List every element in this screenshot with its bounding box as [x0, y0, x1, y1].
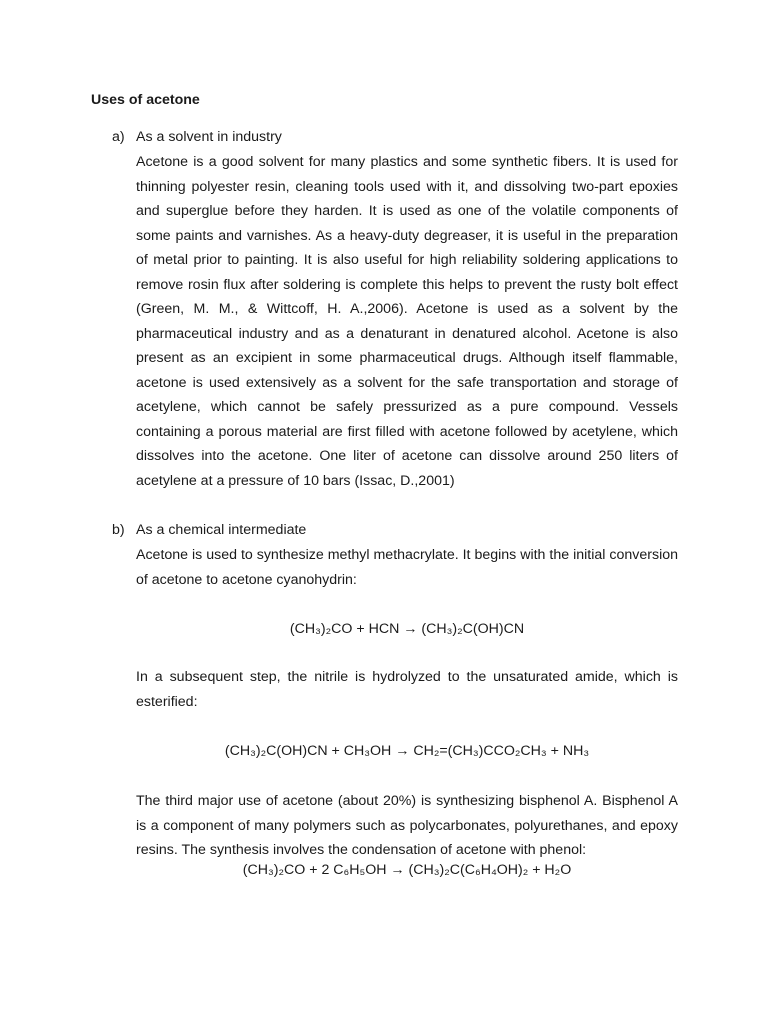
section-a-paragraph: Acetone is a good solvent for many plastics and some synthetic fibers. It is used for thinning polyester resin, cleaning tools used with it, and dissolving two-part epoxies and superglue before they harden. It is used as one of the volatile components of some paints and varnishes. As a heavy-duty degreaser, it is useful in the preparation of metal prior to painting. It is also useful for high reliability soldering applications to remove rosin flux after soldering is complete this helps to prevent the rusty bolt effect (Green, M. M., & Wittcoff, H. A.,2006). Acetone is used as a solvent by the pharmaceutical industry and as a denaturant in denatured alcohol. Acetone is also present as an excipient in some pharmaceutical drugs. Although itself flammable, acetone is used extensively as a solvent for the safe transportation and storage of acetylene, which cannot be safely pressurized as a pure compound. Vessels containing a porous material are first filled with acetone followed by acetylene, which dissolves into the acetone. One liter of acetone can dissolve around 250 liters of acetylene at a pressure of 10 bars (Issac, D.,2001) — [136, 154, 678, 489]
page-title: Uses of acetone — [91, 92, 200, 108]
equation-1: (CH₃)₂CO + HCN → (CH₃)₂C(OH)CN — [289, 621, 525, 637]
section-b-paragraph-1: Acetone is used to synthesize methyl methacrylate. It begins with the initial conversion of acetone to acetone cyanohydrin: — [136, 547, 678, 588]
equation-2: (CH₃)₂C(OH)CN + CH₃OH → CH₂=(CH₃)CCO₂CH₃ + NH₃ — [224, 743, 590, 759]
equation-3: (CH₃)₂CO + 2 C₆H₅OH → (CH₃)₂C(C₆H₄OH)₂ + H₂O — [242, 862, 572, 878]
section-b-paragraph-3: The third major use of acetone (about 20%) is synthesizing bisphenol A. Bisphenol A is a component of many polymers such as polycarbonates, polyurethanes, and epoxy resins. The synthesis involves the condensation of acetone with phenol: — [136, 793, 678, 858]
section-a-title: As a solvent in industry — [136, 129, 282, 145]
section-a-label: a) — [112, 129, 125, 145]
section-b-paragraph-2: In a subsequent step, the nitrile is hydrolyzed to the unsaturated amide, which is esterified: — [136, 669, 678, 710]
section-b-title: As a chemical intermediate — [136, 522, 307, 538]
section-b-label: b) — [112, 522, 125, 538]
